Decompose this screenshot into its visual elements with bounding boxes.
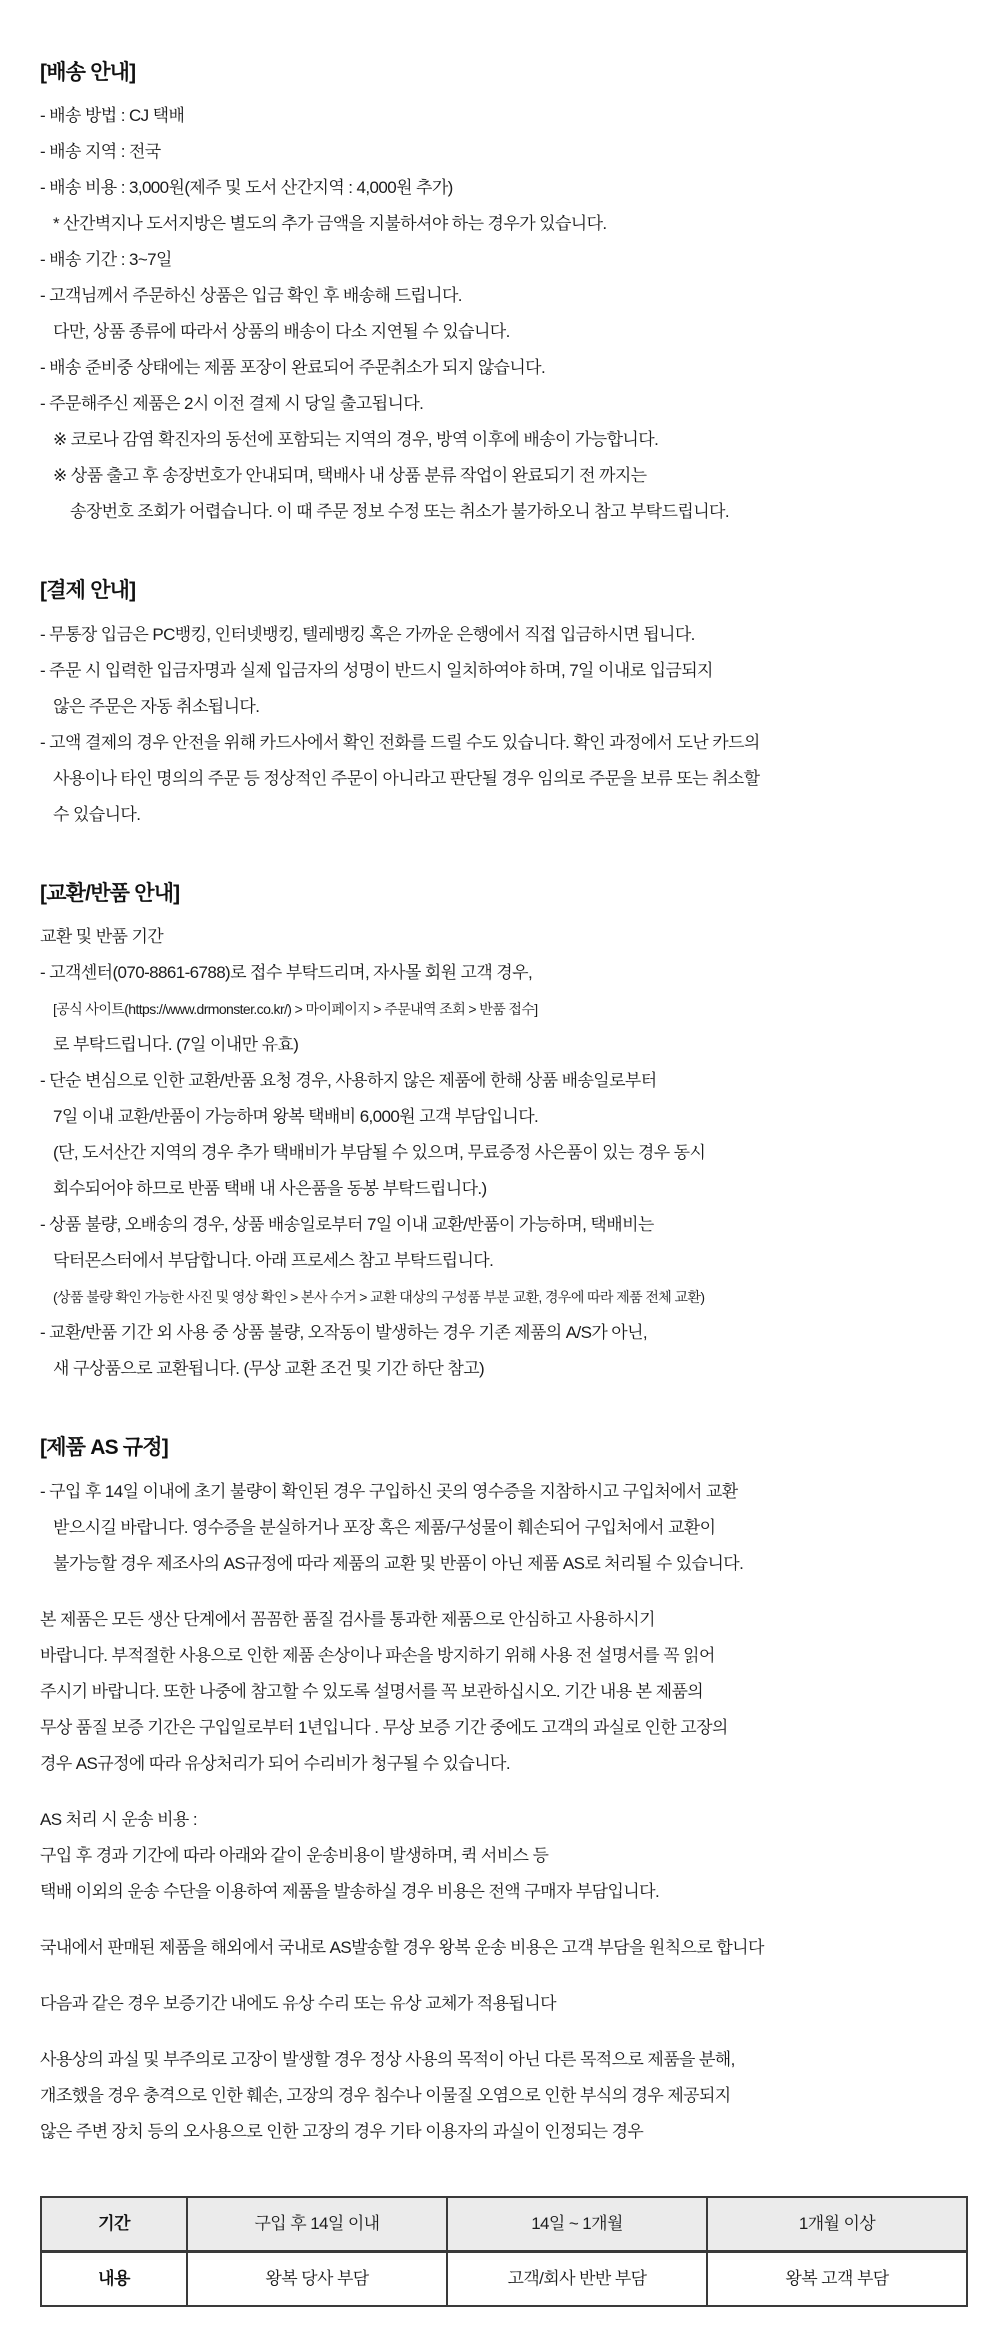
- table-body-row: [41, 2251, 967, 2306]
- section-exchange-return: [40, 879, 972, 1387]
- text-line: 수 있습니다.: [53, 804, 141, 824]
- section-as-policy: [40, 1433, 972, 2149]
- text-line: (단, 도서산간 지역의 경우 추가 택배비가 부담될 수 있으며, 무료증정 사은품이 있는 경우 동시: [53, 1143, 706, 1163]
- text-line: - 배송 기간 : 3~7일: [40, 250, 172, 270]
- text-line: 바랍니다. 부적절한 사용으로 인한 제품 손상이나 파손을 방지하기 위해 사용 전 설명서를 꼭 읽어: [40, 1645, 715, 1665]
- text-line: 다음과 같은 경우 보증기간 내에도 유상 수리 또는 유상 교체가 적용됩니다: [40, 1993, 556, 2013]
- table-cell: 구입 후 14일 이내: [187, 2197, 447, 2252]
- as-cost-table-body: [41, 2197, 967, 2306]
- text-line: - 구입 후 14일 이내에 초기 불량이 확인된 경우 구입하신 곳의 영수증을 지참하시고 구입처에서 교환: [40, 1481, 738, 1501]
- text-line: [공식 사이트(https://www.drmonster.co.kr/) > 마이페이지 > 주문내역 조회 > 반품 접수]: [53, 1001, 538, 1018]
- text-line: ※ 상품 출고 후 송장번호가 안내되며, 택배사 내 상품 분류 작업이 완료되기 전 까지는: [53, 466, 647, 486]
- text-line: - 배송 방법 : CJ 택배: [40, 106, 185, 126]
- section-shipping: [40, 58, 972, 530]
- text-line: - 주문해주신 제품은 2시 이전 결제 시 당일 출고됩니다.: [40, 394, 424, 414]
- table-cell: 왕복 당사 부담: [187, 2251, 447, 2306]
- text-line: - 상품 불량, 오배송의 경우, 상품 배송일로부터 7일 이내 교환/반품이 가능하며, 택배비는: [40, 1215, 654, 1235]
- section-title: [교환/반품 안내]: [40, 881, 180, 905]
- text-line: - 교환/반품 기간 외 사용 중 상품 불량, 오작동이 발생하는 경우 기존 제품의 A/S가 아닌,: [40, 1323, 648, 1343]
- text-line: 무상 품질 보증 기간은 구입일로부터 1년입니다 . 무상 보증 기간 중에도 고객의 과실로 인한 고장의: [40, 1717, 728, 1737]
- section-title: [결제 안내]: [40, 579, 136, 603]
- text-line: 회수되어야 하므로 반품 택배 내 사은품을 동봉 부탁드립니다.): [53, 1179, 487, 1199]
- section-payment: [40, 576, 972, 832]
- text-line: 않은 주변 장치 등의 오사용으로 인한 고장의 경우 기타 이용자의 과실이 인정되는 경우: [40, 2121, 644, 2141]
- text-line: 불가능할 경우 제조사의 AS규정에 따라 제품의 교환 및 반품이 아닌 제품 AS로 처리될 수 있습니다.: [53, 1553, 744, 1573]
- sections: [40, 58, 972, 2150]
- text-line: 로 부탁드립니다. (7일 이내만 유효): [53, 1035, 299, 1055]
- text-line: - 고객센터(070-8861-6788)로 접수 부탁드리며, 자사몰 회원 고객 경우,: [40, 963, 533, 983]
- section-title: [배송 안내]: [40, 61, 136, 84]
- text-line: 국내에서 판매된 제품을 해외에서 국내로 AS발송할 경우 왕복 운송 비용은 고객 부담을 원칙으로 합니다: [40, 1937, 764, 1957]
- text-line: - 배송 지역 : 전국: [40, 142, 161, 162]
- text-line: 교환 및 반품 기간: [40, 927, 164, 947]
- row-label-cell: 기간: [41, 2197, 187, 2252]
- text-line: 경우 AS규정에 따라 유상처리가 되어 수리비가 청구될 수 있습니다.: [40, 1753, 510, 1773]
- as-cost-table: [40, 2196, 968, 2307]
- text-line: - 주문 시 입력한 입금자명과 실제 입금자의 성명이 반드시 일치하여야 하며, 7일 이내로 입금되지: [40, 660, 713, 680]
- table-cell: 고객/회사 반반 부담: [447, 2251, 707, 2306]
- text-line: 사용이나 타인 명의의 주문 등 정상적인 주문이 아니라고 판단될 경우 임의로 주문을 보류 또는 취소할: [53, 768, 760, 788]
- text-line: - 배송 비용 : 3,000원(제주 및 도서 산간지역 : 4,000원 추가): [40, 178, 453, 198]
- text-line: - 배송 준비중 상태에는 제품 포장이 완료되어 주문취소가 되지 않습니다.: [40, 358, 546, 378]
- text-line: 않은 주문은 자동 취소됩니다.: [53, 696, 260, 716]
- table-header-row: [41, 2197, 967, 2252]
- text-line: AS 처리 시 운송 비용 :: [40, 1809, 197, 1829]
- text-line: 사용상의 과실 및 부주의로 고장이 발생할 경우 정상 사용의 목적이 아닌 다른 목적으로 제품을 분해,: [40, 2049, 735, 2069]
- text-line: ※ 코로나 감염 확진자의 동선에 포함되는 지역의 경우, 방역 이후에 배송이 가능합니다.: [53, 430, 659, 450]
- text-line: 송장번호 조회가 어렵습니다. 이 때 주문 정보 수정 또는 취소가 불가하오니 참고 부탁드립니다.: [70, 502, 729, 522]
- table-cell: 14일 ~ 1개월: [447, 2197, 707, 2252]
- table-cell: 왕복 고객 부담: [707, 2251, 967, 2306]
- row-label-cell: 내용: [41, 2251, 187, 2306]
- table-cell: 1개월 이상: [707, 2197, 967, 2252]
- text-line: - 단순 변심으로 인한 교환/반품 요청 경우, 사용하지 않은 제품에 한해 상품 배송일로부터: [40, 1071, 657, 1091]
- text-line: 택배 이외의 운송 수단을 이용하여 제품을 발송하실 경우 비용은 전액 구매자 부담입니다.: [40, 1881, 660, 1901]
- text-line: 개조했을 경우 충격으로 인한 훼손, 고장의 경우 침수나 이물질 오염으로 인한 부식의 경우 제공되지: [40, 2085, 731, 2105]
- text-line: - 고객님께서 주문하신 상품은 입금 확인 후 배송해 드립니다.: [40, 286, 462, 306]
- text-line: 본 제품은 모든 생산 단계에서 꼼꼼한 품질 검사를 통과한 제품으로 안심하고 사용하시기: [40, 1609, 655, 1629]
- text-line: - 무통장 입금은 PC뱅킹, 인터넷뱅킹, 텔레뱅킹 혹은 가까운 은행에서 직접 입금하시면 됩니다.: [40, 624, 695, 644]
- text-line: 다만, 상품 종류에 따라서 상품의 배송이 다소 지연될 수 있습니다.: [53, 322, 510, 342]
- section-title: [제품 AS 규정]: [40, 1436, 168, 1460]
- text-line: (상품 불량 확인 가능한 사진 및 영상 확인 > 본사 수거 > 교환 대상의 구성품 부분 교환, 경우에 따라 제품 전체 교환): [53, 1289, 705, 1306]
- text-line: * 산간벽지나 도서지방은 별도의 추가 금액을 지불하셔야 하는 경우가 있습니다.: [53, 214, 607, 234]
- text-line: - 고액 결제의 경우 안전을 위해 카드사에서 확인 전화를 드릴 수도 있습니다. 확인 과정에서 도난 카드의: [40, 732, 760, 752]
- text-line: 받으시길 바랍니다. 영수증을 분실하거나 포장 혹은 제품/구성물이 훼손되어 구입처에서 교환이: [53, 1517, 716, 1537]
- text-line: 주시기 바랍니다. 또한 나중에 참고할 수 있도록 설명서를 꼭 보관하십시오. 기간 내용 본 제품의: [40, 1681, 704, 1701]
- text-line: 닥터몬스터에서 부담합니다. 아래 프로세스 참고 부탁드립니다.: [53, 1251, 494, 1271]
- text-line: 구입 후 경과 기간에 따라 아래와 같이 운송비용이 발생하며, 퀵 서비스 등: [40, 1845, 549, 1865]
- text-line: 새 구상품으로 교환됩니다. (무상 교환 조건 및 기간 하단 참고): [53, 1359, 485, 1379]
- text-line: 7일 이내 교환/반품이 가능하며 왕복 택배비 6,000원 고객 부담입니다.: [53, 1107, 539, 1127]
